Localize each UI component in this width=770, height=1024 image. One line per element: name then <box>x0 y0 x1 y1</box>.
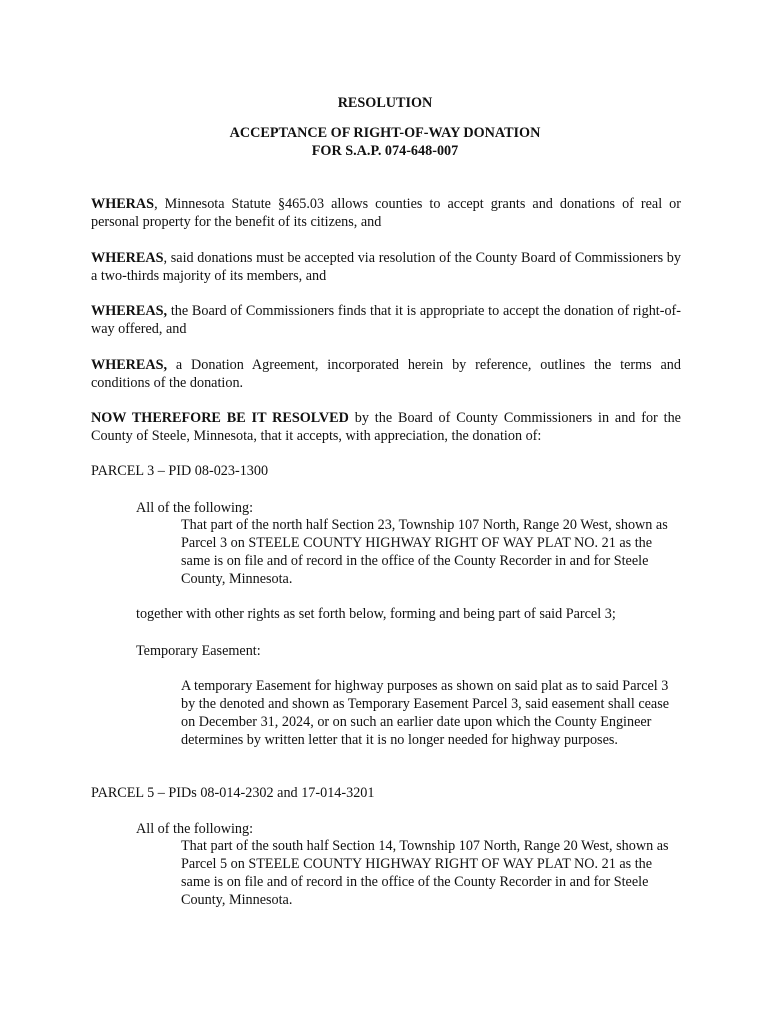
parcel-5-description: That part of the south half Section 14, Township 107 North, Range 20 West, shown as Parcel 5 on STEELE COUNTY HIGHWAY RIGHT OF WAY PLAT NO. 21 as the same is on file and of record in the office of the County Recorder in and for Steele County, Minnesota. <box>181 838 669 908</box>
document-subtitle-line-1: ACCEPTANCE OF RIGHT-OF-WAY DONATION <box>229 125 541 141</box>
document-subtitle-line-2: FOR S.A.P. 074-648-007 <box>311 143 459 159</box>
parcel-5-heading: PARCEL 5 – PIDs 08-014-2302 and 17-014-3201 <box>91 785 375 801</box>
resolved-keyword: NOW THEREFORE BE IT RESOLVED <box>91 410 349 426</box>
recital-text: , said donations must be accepted via resolution of the County Board of Commissioners by a two-thirds majority of its members, and <box>91 250 681 284</box>
parcel-3-together-clause: together with other rights as set forth below, forming and being part of said Parcel 3; <box>136 606 616 622</box>
temporary-easement-text: A temporary Easement for highway purposes as shown on said plat as to said Parcel 3 by the denoted and shown as Temporary Easement Parcel 3, said easement shall cease on December 31, 2024, or on such an earlier date upon which the County Engineer determines by written letter that it is no longer needed for highway purposes. <box>181 678 670 748</box>
parcel-3-intro: All of the following: <box>136 500 254 516</box>
recital-paragraph <box>91 249 681 285</box>
parcel-3-heading: PARCEL 3 – PID 08-023-1300 <box>91 463 269 479</box>
recital-keyword: WHEREAS, <box>91 357 168 373</box>
parcel-5-intro: All of the following: <box>136 821 254 837</box>
resolved-paragraph <box>91 409 681 445</box>
document-title: RESOLUTION <box>337 95 433 111</box>
recital-keyword: WHEREAS, <box>91 303 168 319</box>
recital-paragraph <box>91 302 681 338</box>
recital-text: , Minnesota Statute §465.03 allows counties to accept grants and donations of real or personal property for the benefit of its citizens, and <box>91 196 681 230</box>
recital-text: a Donation Agreement, incorporated herein by reference, outlines the terms and conditions of the donation. <box>91 357 681 391</box>
recital-keyword: WHERAS <box>91 196 155 212</box>
recital-text: the Board of Commissioners finds that it is appropriate to accept the donation of right-of-way offered, and <box>91 303 681 337</box>
temporary-easement-heading: Temporary Easement: <box>136 643 261 659</box>
recital-paragraph <box>91 195 681 231</box>
resolved-text: by the Board of County Commissioners in and for the County of Steele, Minnesota, that it accepts, with appreciation, the donation of: <box>91 410 681 444</box>
recital-paragraph <box>91 356 681 392</box>
recital-keyword: WHEREAS <box>91 250 164 266</box>
parcel-3-description: That part of the north half Section 23, Township 107 North, Range 20 West, shown as Parcel 3 on STEELE COUNTY HIGHWAY RIGHT OF WAY PLAT NO. 21 as the same is on file and of record in the office of the County Recorder in and for Steele County, Minnesota. <box>181 517 668 587</box>
